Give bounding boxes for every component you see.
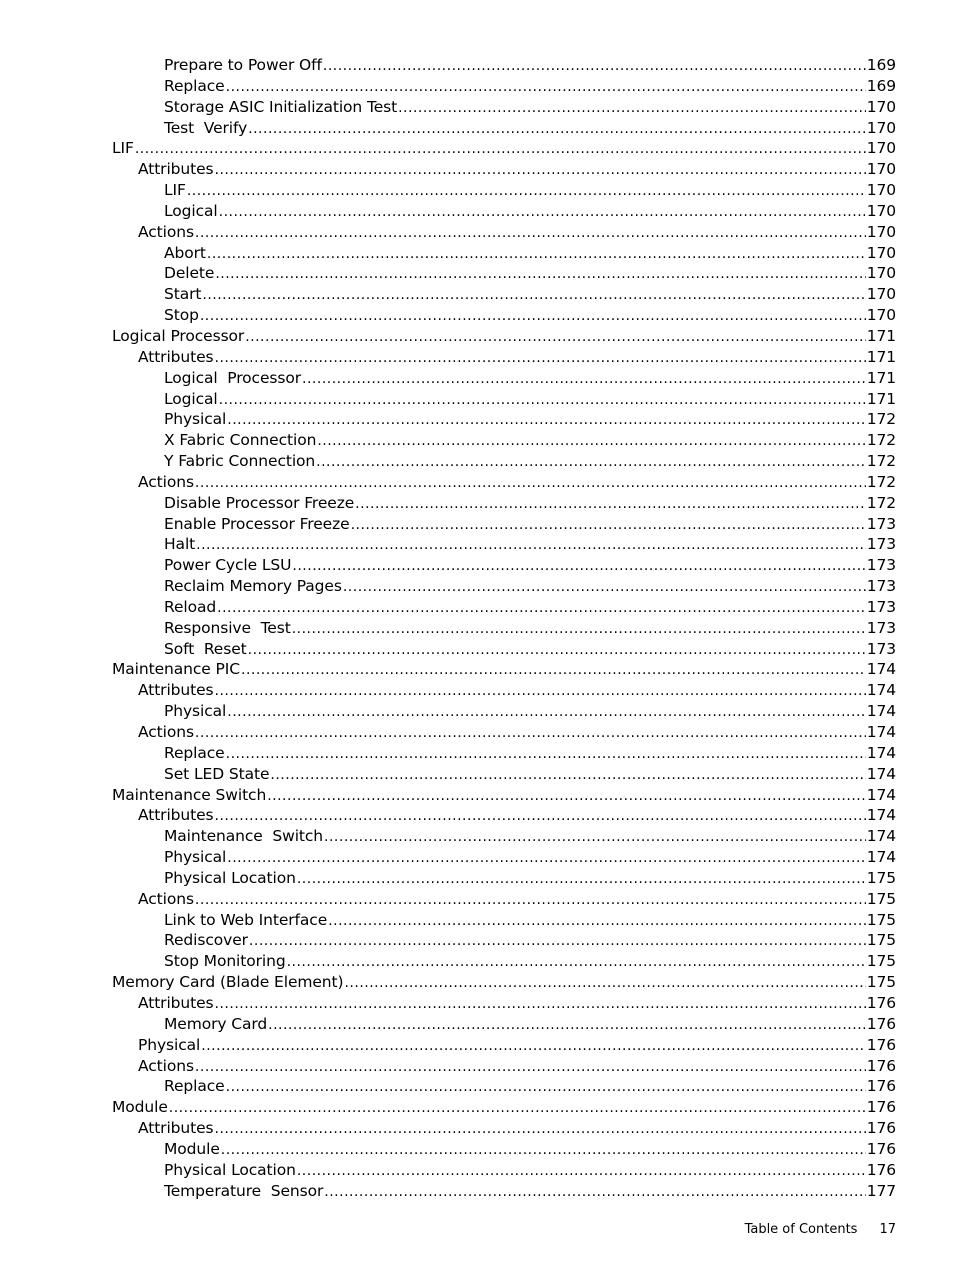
toc-entry[interactable] bbox=[0, 868, 896, 889]
toc-entry-page-number: 174 bbox=[866, 785, 896, 804]
toc-entry[interactable] bbox=[0, 389, 896, 410]
toc-entry[interactable] bbox=[0, 1014, 896, 1035]
toc-entry-title: Memory Card (Blade Element) bbox=[112, 973, 344, 992]
toc-entry[interactable] bbox=[0, 201, 896, 222]
dot-leader bbox=[351, 515, 866, 536]
toc-entry-title: Module bbox=[164, 1139, 220, 1158]
toc-entry-title: Rediscover bbox=[164, 931, 248, 950]
toc-entry-page-number: 170 bbox=[866, 160, 896, 179]
toc-entry[interactable] bbox=[0, 368, 896, 389]
toc-entry-title: Logical Processor bbox=[164, 368, 302, 387]
dot-leader bbox=[169, 1098, 866, 1119]
dot-leader bbox=[267, 786, 866, 807]
toc-entry[interactable] bbox=[0, 722, 896, 743]
toc-entry-title: X Fabric Connection bbox=[164, 431, 317, 450]
toc-entry-page-number: 170 bbox=[866, 118, 896, 137]
dot-leader bbox=[219, 202, 866, 223]
dot-leader bbox=[221, 1140, 866, 1161]
toc-entry-page-number: 174 bbox=[866, 827, 896, 846]
toc-entry-title: Physical Location bbox=[164, 868, 296, 887]
toc-entry-title: Temperature Sensor bbox=[164, 1181, 324, 1200]
table-of-contents bbox=[0, 55, 954, 1201]
toc-entry-title: Enable Processor Freeze bbox=[164, 514, 350, 533]
footer-section-title: Table of Contents bbox=[744, 1222, 858, 1237]
toc-entry-title: Start bbox=[164, 285, 202, 304]
dot-leader bbox=[195, 223, 866, 244]
toc-entry[interactable] bbox=[0, 618, 896, 639]
toc-entry-page-number: 176 bbox=[866, 993, 896, 1012]
toc-entry[interactable] bbox=[0, 930, 896, 951]
toc-entry-page-number: 172 bbox=[866, 410, 896, 429]
toc-entry[interactable] bbox=[0, 1160, 896, 1181]
toc-entry[interactable] bbox=[0, 910, 896, 931]
dot-leader bbox=[226, 744, 866, 765]
toc-entry[interactable] bbox=[0, 409, 896, 430]
toc-entry-title: Attributes bbox=[138, 1119, 214, 1138]
toc-entry-title: Physical bbox=[164, 702, 227, 721]
toc-entry[interactable] bbox=[0, 326, 896, 347]
toc-entry-page-number: 171 bbox=[866, 347, 896, 366]
dot-leader bbox=[217, 598, 866, 619]
dot-leader bbox=[226, 1077, 866, 1098]
toc-entry-page-number: 176 bbox=[866, 1056, 896, 1075]
toc-entry[interactable] bbox=[0, 284, 896, 305]
toc-entry-page-number: 176 bbox=[866, 1035, 896, 1054]
toc-entry-title: Halt bbox=[164, 535, 196, 554]
dot-leader bbox=[248, 119, 866, 140]
toc-entry[interactable] bbox=[0, 639, 896, 660]
dot-leader bbox=[302, 369, 866, 390]
dot-leader bbox=[195, 723, 866, 744]
dot-leader bbox=[227, 848, 865, 869]
toc-entry-title: Stop bbox=[164, 306, 199, 325]
dot-leader bbox=[195, 1057, 866, 1078]
toc-entry-page-number: 176 bbox=[866, 1160, 896, 1179]
toc-entry-page-number: 171 bbox=[866, 368, 896, 387]
dot-leader bbox=[215, 994, 866, 1015]
footer-page-number: 17 bbox=[879, 1222, 896, 1237]
toc-entry-page-number: 170 bbox=[866, 181, 896, 200]
toc-entry[interactable] bbox=[0, 1076, 896, 1097]
toc-entry[interactable] bbox=[0, 243, 896, 264]
toc-entry-page-number: 170 bbox=[866, 285, 896, 304]
dot-leader bbox=[317, 431, 865, 452]
dot-leader bbox=[323, 56, 866, 77]
toc-entry-page-number: 173 bbox=[866, 535, 896, 554]
toc-entry-title: Reload bbox=[164, 597, 217, 616]
toc-entry-page-number: 169 bbox=[866, 56, 896, 74]
toc-entry-title: Attributes bbox=[138, 681, 214, 700]
toc-entry[interactable] bbox=[0, 1118, 896, 1139]
toc-entry[interactable] bbox=[0, 1035, 896, 1056]
toc-entry-page-number: 170 bbox=[866, 264, 896, 283]
toc-entry-page-number: 174 bbox=[866, 702, 896, 721]
page-footer bbox=[745, 1222, 896, 1237]
dot-leader bbox=[187, 181, 866, 202]
toc-entry[interactable] bbox=[0, 138, 896, 159]
toc-entry-page-number: 170 bbox=[866, 306, 896, 325]
toc-entry-title: Module bbox=[112, 1098, 168, 1117]
dot-leader bbox=[324, 1182, 865, 1203]
toc-entry-title: Test Verify bbox=[164, 118, 248, 137]
dot-leader bbox=[268, 1015, 866, 1036]
dot-leader bbox=[292, 619, 866, 640]
toc-entry-page-number: 173 bbox=[866, 514, 896, 533]
toc-entry[interactable] bbox=[0, 1097, 896, 1118]
toc-entry-page-number: 176 bbox=[866, 1098, 896, 1117]
toc-entry-title: Stop Monitoring bbox=[164, 952, 286, 971]
dot-leader bbox=[292, 556, 865, 577]
dot-leader bbox=[355, 494, 866, 515]
toc-entry-page-number: 174 bbox=[866, 743, 896, 762]
toc-entry-title: Link to Web Interface bbox=[164, 910, 328, 929]
toc-entry[interactable] bbox=[0, 263, 896, 284]
dot-leader bbox=[270, 765, 865, 786]
toc-entry-page-number: 176 bbox=[866, 1139, 896, 1158]
toc-entry-title: Memory Card bbox=[164, 1014, 268, 1033]
toc-entry-title: Replace bbox=[164, 743, 225, 762]
toc-entry-title: Soft Reset bbox=[164, 639, 247, 658]
toc-entry-title: Physical Location bbox=[164, 1160, 296, 1179]
toc-entry-page-number: 176 bbox=[866, 1119, 896, 1138]
toc-entry-title: Attributes bbox=[138, 347, 214, 366]
toc-entry-title: Maintenance PIC bbox=[112, 660, 240, 679]
toc-entry-title: Prepare to Power Off bbox=[164, 56, 322, 74]
toc-entry-page-number: 172 bbox=[866, 472, 896, 491]
dot-leader bbox=[135, 139, 866, 160]
toc-entry[interactable] bbox=[0, 743, 896, 764]
toc-entry[interactable] bbox=[0, 514, 896, 535]
toc-entry-title: Actions bbox=[138, 723, 194, 741]
toc-entry-page-number: 174 bbox=[866, 723, 896, 741]
toc-entry-title: Reclaim Memory Pages bbox=[164, 577, 342, 596]
dot-leader bbox=[241, 660, 866, 681]
toc-entry-page-number: 173 bbox=[866, 639, 896, 658]
toc-entry-page-number: 175 bbox=[866, 973, 896, 992]
toc-entry-page-number: 175 bbox=[866, 910, 896, 929]
dot-leader bbox=[196, 535, 866, 556]
dot-leader bbox=[398, 98, 866, 119]
toc-entry[interactable] bbox=[0, 451, 896, 472]
dot-leader bbox=[226, 77, 866, 98]
toc-entry[interactable] bbox=[0, 826, 896, 847]
toc-entry-page-number: 173 bbox=[866, 597, 896, 616]
dot-leader bbox=[215, 264, 865, 285]
toc-entry-title: Attributes bbox=[138, 806, 214, 825]
toc-entry-title: Responsive Test bbox=[164, 618, 291, 637]
dot-leader bbox=[343, 577, 866, 598]
toc-entry-title: Logical bbox=[164, 389, 218, 408]
toc-entry[interactable] bbox=[0, 97, 896, 118]
toc-entry[interactable] bbox=[0, 555, 896, 576]
dot-leader bbox=[201, 1036, 865, 1057]
toc-entry[interactable] bbox=[0, 805, 896, 826]
dot-leader bbox=[215, 1119, 866, 1140]
toc-entry[interactable] bbox=[0, 1181, 896, 1202]
toc-entry-page-number: 175 bbox=[866, 868, 896, 887]
toc-entry[interactable] bbox=[0, 430, 896, 451]
dot-leader bbox=[215, 348, 866, 369]
dot-leader bbox=[207, 244, 866, 265]
toc-entry[interactable] bbox=[0, 764, 896, 785]
dot-leader bbox=[245, 327, 866, 348]
dot-leader bbox=[200, 306, 866, 327]
toc-entry-title: Maintenance Switch bbox=[112, 785, 267, 804]
toc-entry-title: Abort bbox=[164, 243, 206, 262]
toc-entry[interactable] bbox=[0, 118, 896, 139]
toc-entry-page-number: 174 bbox=[866, 764, 896, 783]
toc-entry-page-number: 170 bbox=[866, 222, 896, 241]
toc-entry[interactable] bbox=[0, 1056, 896, 1077]
toc-entry-title: Physical bbox=[164, 848, 227, 867]
dot-leader bbox=[344, 973, 865, 994]
toc-entry-page-number: 173 bbox=[866, 577, 896, 596]
toc-entry-page-number: 174 bbox=[866, 660, 896, 679]
toc-entry-page-number: 174 bbox=[866, 681, 896, 700]
toc-entry[interactable] bbox=[0, 889, 896, 910]
dot-leader bbox=[324, 827, 866, 848]
dot-leader bbox=[215, 160, 866, 181]
toc-entry-page-number: 170 bbox=[866, 97, 896, 116]
toc-entry[interactable] bbox=[0, 1139, 896, 1160]
toc-entry-page-number: 170 bbox=[866, 243, 896, 262]
dot-leader bbox=[195, 890, 866, 911]
dot-leader bbox=[202, 285, 865, 306]
toc-entry[interactable] bbox=[0, 180, 896, 201]
dot-leader bbox=[297, 869, 866, 890]
dot-leader bbox=[287, 952, 866, 973]
dot-leader bbox=[215, 806, 866, 827]
toc-entry-page-number: 176 bbox=[866, 1014, 896, 1033]
toc-entry-page-number: 172 bbox=[866, 431, 896, 450]
toc-entry[interactable] bbox=[0, 472, 896, 493]
toc-entry[interactable] bbox=[0, 680, 896, 701]
toc-entry[interactable] bbox=[0, 701, 896, 722]
dot-leader bbox=[195, 473, 866, 494]
toc-entry-title: Y Fabric Connection bbox=[164, 452, 316, 471]
toc-entry-page-number: 171 bbox=[866, 326, 896, 345]
toc-entry[interactable] bbox=[0, 951, 896, 972]
toc-entry[interactable] bbox=[0, 972, 896, 993]
toc-entry[interactable] bbox=[0, 493, 896, 514]
dot-leader bbox=[249, 931, 866, 952]
toc-entry-page-number: 174 bbox=[866, 806, 896, 825]
toc-entry-title: Replace bbox=[164, 76, 225, 95]
dot-leader bbox=[248, 640, 866, 661]
toc-entry-title: LIF bbox=[112, 139, 134, 158]
toc-entry[interactable] bbox=[0, 305, 896, 326]
toc-entry-page-number: 173 bbox=[866, 556, 896, 575]
toc-entry[interactable] bbox=[0, 576, 896, 597]
dot-leader bbox=[227, 410, 865, 431]
toc-entry[interactable] bbox=[0, 76, 896, 97]
toc-entry-title: Logical bbox=[164, 201, 218, 220]
toc-entry-page-number: 175 bbox=[866, 889, 896, 908]
toc-entry-page-number: 171 bbox=[866, 389, 896, 408]
toc-entry-title: Physical bbox=[138, 1035, 201, 1054]
toc-entry-page-number: 169 bbox=[866, 76, 896, 95]
toc-entry[interactable] bbox=[0, 159, 896, 180]
toc-entry-page-number: 175 bbox=[866, 952, 896, 971]
toc-entry-title: Attributes bbox=[138, 993, 214, 1012]
toc-entry-title: Set LED State bbox=[164, 764, 270, 783]
toc-entry-title: Attributes bbox=[138, 160, 214, 179]
dot-leader bbox=[328, 911, 866, 932]
toc-entry[interactable] bbox=[0, 534, 896, 555]
dot-leader bbox=[215, 681, 866, 702]
toc-entry[interactable] bbox=[0, 597, 896, 618]
toc-entry-page-number: 174 bbox=[866, 848, 896, 867]
toc-entry-title: Actions bbox=[138, 1056, 194, 1075]
toc-entry-title: Actions bbox=[138, 222, 194, 241]
toc-entry-page-number: 176 bbox=[866, 1077, 896, 1096]
toc-entry-title: Power Cycle LSU bbox=[164, 556, 292, 575]
toc-entry-title: Physical bbox=[164, 410, 227, 429]
toc-entry-page-number: 172 bbox=[866, 452, 896, 471]
toc-entry-title: Actions bbox=[138, 889, 194, 908]
toc-entry-page-number: 175 bbox=[866, 931, 896, 950]
toc-entry-title: Maintenance Switch bbox=[164, 827, 324, 846]
toc-entry-title: Actions bbox=[138, 472, 194, 491]
toc-entry-title: LIF bbox=[164, 181, 186, 200]
dot-leader bbox=[227, 702, 865, 723]
toc-entry-title: Storage ASIC Initialization Test bbox=[164, 97, 398, 116]
toc-entry-title: Replace bbox=[164, 1077, 225, 1096]
dot-leader bbox=[316, 452, 866, 473]
toc-entry-title: Delete bbox=[164, 264, 215, 283]
dot-leader bbox=[219, 390, 866, 411]
toc-entry[interactable] bbox=[0, 847, 896, 868]
toc-entry-title: Disable Processor Freeze bbox=[164, 493, 355, 512]
toc-entry-page-number: 173 bbox=[866, 618, 896, 637]
toc-entry[interactable] bbox=[0, 222, 896, 243]
toc-entry[interactable] bbox=[0, 785, 896, 806]
toc-entry-title: Logical Processor bbox=[112, 326, 245, 345]
toc-entry-page-number: 170 bbox=[866, 201, 896, 220]
toc-entry-page-number: 170 bbox=[866, 139, 896, 158]
toc-entry[interactable] bbox=[0, 659, 896, 680]
toc-entry-page-number: 172 bbox=[866, 493, 896, 512]
toc-entry[interactable] bbox=[0, 347, 896, 368]
dot-leader bbox=[297, 1161, 866, 1182]
toc-entry[interactable] bbox=[0, 55, 896, 76]
toc-entry[interactable] bbox=[0, 993, 896, 1014]
toc-entry-page-number: 177 bbox=[866, 1181, 896, 1200]
